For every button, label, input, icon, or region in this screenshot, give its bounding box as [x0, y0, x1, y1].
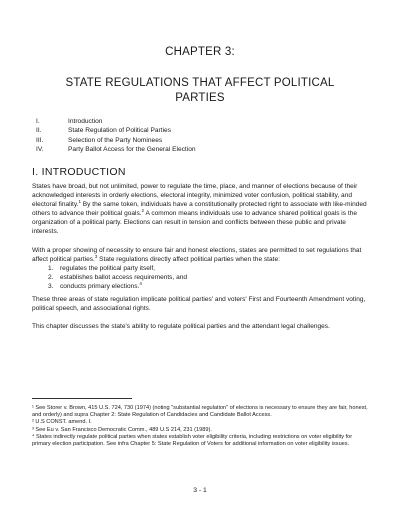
outline-number: IV.	[36, 146, 44, 154]
outline-number: I.	[36, 118, 40, 125]
numbered-list	[48, 265, 187, 292]
chapter-title: STATE REGULATIONS THAT AFFECT POLITICAL PARTIES	[65, 77, 335, 104]
footnote: ³ See Eu v. San Francisco Democratic Comm., 489 U.S 214, 231 (1989).	[32, 426, 212, 433]
footnote: ⁴ States indirectly regulate political parties when states establish voter eligibility criteria, including restrictions on voter eligibility for primary election participation. See infra Chapter 5: State Regulation of Voters for additional information on voter eligibility issues.	[32, 433, 353, 448]
footnote-ref[interactable]: 2	[141, 207, 145, 213]
list-label: conducts primary elections.	[60, 282, 140, 290]
outline-number: II.	[36, 127, 42, 135]
footnote-divider	[32, 398, 132, 399]
list-number: 1.	[48, 265, 54, 272]
section-heading: I. INTRODUCTION	[32, 166, 126, 178]
paragraph-text: State regulations directly affect political parties when the state:	[97, 255, 280, 263]
outline-label: Selection of the Party Nominees	[68, 136, 163, 144]
list-item	[48, 280, 187, 292]
paragraph-text: A common means individuals use to advance shared political goals is the organization of a political party. Elections can result in tension and conflicts between these public and private interests.	[32, 209, 357, 235]
chapter-outline	[36, 117, 196, 155]
paragraph	[32, 247, 370, 265]
list-label: establishes ballot access requirements, and	[60, 273, 188, 281]
paragraph-text: By the same token, individuals have a constitutionally protected right to associate with like-minded others to advance their political goals.	[32, 200, 367, 217]
outline-label: Introduction	[68, 118, 103, 125]
paragraph-text: With a proper showing of necessity to ensure fair and honest elections, states are permitted to set regulations that affect political parties.	[32, 247, 362, 263]
paragraph-text: States have broad, but not unlimited, power to regulate the time, place, and manner of elections because of their acknowledged interests in orderly elections, electoral integrity, minimized voter confusion, political stability, and electoral finality.	[32, 183, 358, 208]
outline-item	[36, 126, 196, 135]
footnote-ref[interactable]: 3	[94, 253, 98, 259]
paragraph: These three areas of state regulation implicate political parties' and voters' First and Fourteenth Amendment voting, political speech, and associational rights.	[32, 296, 366, 312]
paragraph: This chapter discusses the state's ability to regulate political parties and the attendant legal challenges.	[32, 323, 330, 330]
outline-label: Party Ballot Access for the General Election	[68, 146, 196, 154]
outline-item	[36, 145, 196, 154]
footnote-ref[interactable]: 1	[78, 198, 81, 204]
list-item	[48, 274, 187, 283]
footnotes	[32, 405, 370, 448]
list-number: 2.	[48, 273, 54, 281]
outline-item	[36, 117, 196, 126]
footnote: ² U.S CONST. amend. I.	[32, 419, 92, 426]
list-item	[48, 265, 187, 274]
paragraph	[32, 183, 370, 236]
footnote: ¹ See Storer v. Brown, 415 U.S. 724, 730 (1974) (noting "substantial regulation" of elections is necessary to ensure they are fair, honest, and orderly) and supra Chapter 2: State Regulation of Candidacies and Candidate Ballot Access.	[32, 405, 368, 419]
outline-number: III.	[36, 136, 44, 144]
list-number: 3.	[48, 282, 54, 290]
outline-label: State Regulation of Political Parties	[68, 127, 171, 135]
list-label: regulates the political party itself,	[60, 265, 155, 272]
chapter-label: CHAPTER 3:	[165, 46, 235, 58]
footnote-ref[interactable]: 4	[139, 280, 142, 286]
page-number: 3 - 1	[193, 487, 207, 494]
outline-item	[36, 136, 196, 145]
